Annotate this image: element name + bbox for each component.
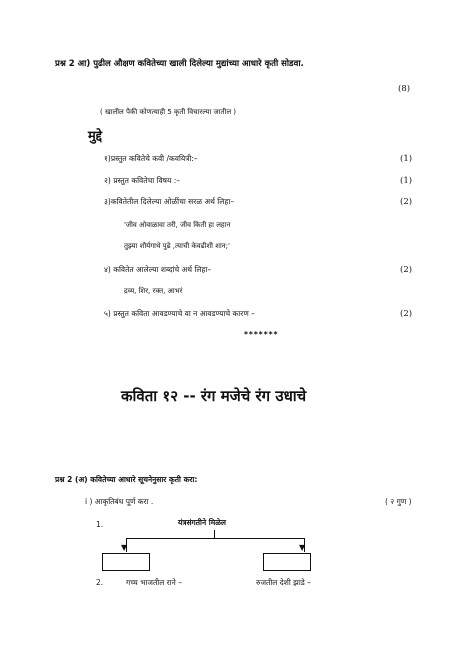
point-3: ३)कवितेतील दिलेल्या ओळींचा सरळ अर्थ लिहा–: [104, 197, 235, 206]
point-1: १)प्रस्तुत कवितेचे कवी /कवयित्री:–: [104, 154, 198, 163]
item-number-2: 2.: [96, 578, 104, 587]
instruction: ( खालील पैकी कोणत्याही 5 कृती विचारल्या जातील ): [100, 108, 237, 116]
answer-box-right[interactable]: [263, 553, 311, 571]
point-2-marks: (1): [400, 176, 413, 186]
point-2: २) प्रस्तुत कवितेचा विषय :–: [104, 176, 181, 185]
diagram-stem-line: [214, 530, 215, 538]
item-2-left-label: गच्च भाजतील राने –: [126, 578, 182, 587]
item-2-right-label: रुजतील देशी झाडे –: [256, 578, 311, 587]
point-1-marks: (1): [400, 154, 413, 164]
question-2a-marks: (8): [398, 84, 411, 94]
diagram-branch-line: [126, 538, 305, 539]
arrow-down-left-icon: ▼: [121, 543, 128, 552]
sub-question-i-marks: ( २ गुण ): [385, 497, 412, 506]
item-number-1: 1.: [96, 520, 104, 529]
answer-box-left[interactable]: [102, 553, 150, 571]
point-5: ५) प्रस्तुत कविता आवडण्याचे वा न आवडण्याचे कारण –: [104, 309, 255, 318]
words-line: द्रव्य, शिर, रक्त, आभरं: [124, 287, 183, 295]
point-5-marks: (2): [400, 309, 413, 319]
question-2a-header: प्रश्न 2 आ) पुढील औक्षण कवितेच्या खाली दिलेल्या मुद्यांच्या आधारे कृती सोडवा.: [55, 59, 304, 69]
poem-title: कविता १२ -- रंग मजेचे रंग उधाचे: [121, 387, 307, 405]
point-4: ४) कवितेत आलेल्या शब्दांचे अर्थ लिहा–: [104, 265, 212, 274]
quote-line-2: तुझ्या शौर्यगाथे पुढे ,त्याची केवढीशी शान;': [124, 242, 230, 250]
question-2-header: प्रश्न 2 (अ) कवितेच्या आधारे सूचनेनुसार कृती करा:: [55, 475, 198, 484]
quote-line-1: 'जीव ओवाळावा तरी, जीव किती हा लहान: [124, 221, 231, 229]
point-4-marks: (2): [400, 265, 413, 275]
diagram-top-label: यंत्रसंगतीने मिळेल: [178, 518, 226, 527]
sub-question-i: i ) आकृतिबंध पूर्ण करा .: [85, 497, 154, 506]
stars-separator: *******: [244, 330, 279, 339]
mudde-heading: मुद्दे: [88, 129, 103, 144]
point-3-marks: (2): [400, 197, 413, 207]
arrow-down-right-icon: ▼: [299, 543, 306, 552]
